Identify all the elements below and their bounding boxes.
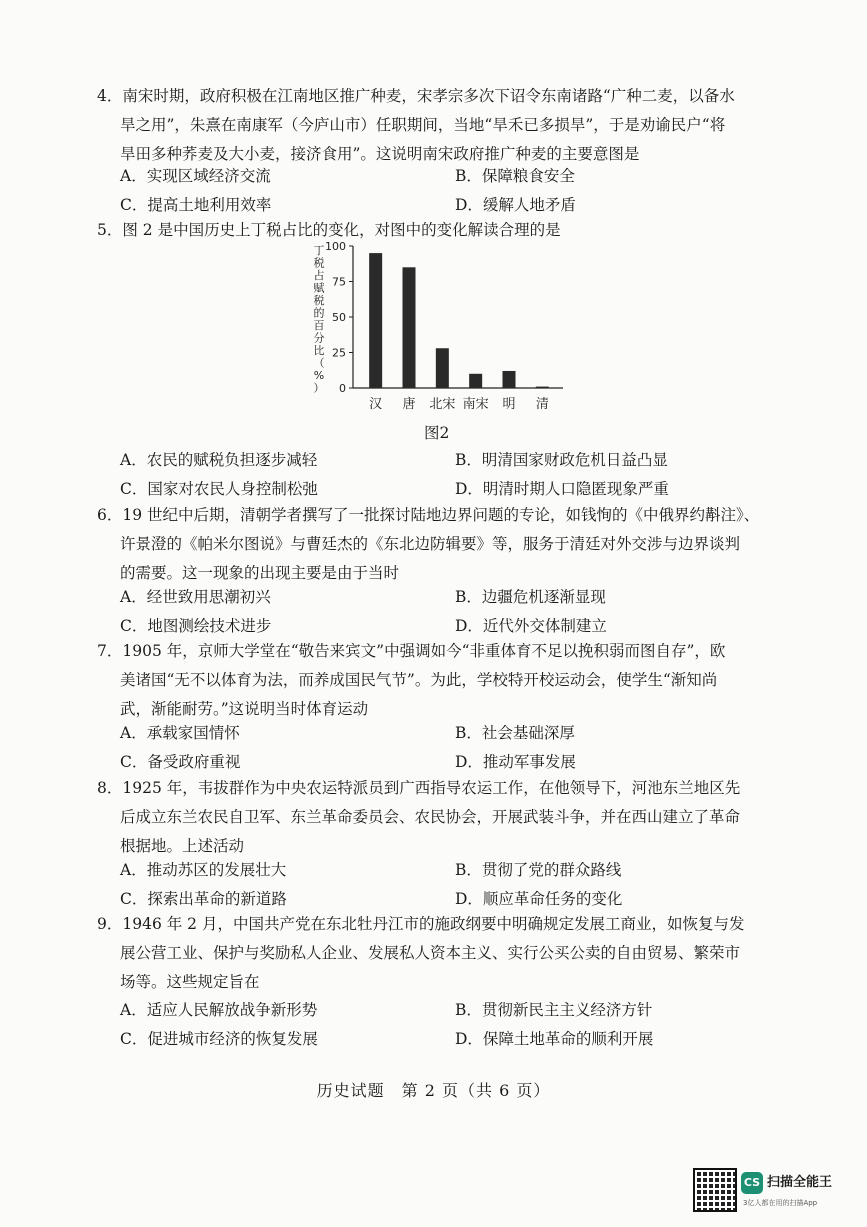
question-9 (97, 910, 787, 997)
q9-option-a[interactable]: A．适应人民解放战争新形势 (120, 1001, 318, 1019)
question-8-line-3: 根据地。上述活动 (120, 837, 245, 855)
question-4-options (120, 162, 780, 220)
y-axis-label-char: 的 (313, 306, 325, 320)
q4-option-c[interactable]: C．提高土地利用效率 (120, 196, 272, 214)
x-tick-label: 南宋 (462, 397, 489, 412)
page-footer: 历史试题 第 2 页（共 6 页） (316, 1081, 551, 1100)
y-axis-label-char: % (313, 369, 325, 382)
q7-option-c[interactable]: C．备受政府重视 (120, 753, 241, 771)
bar (503, 371, 516, 388)
scanner-watermark (693, 1168, 853, 1220)
q4-option-d[interactable]: D．缓解人地矛盾 (455, 196, 576, 214)
camscanner-name: 扫描全能王 (767, 1175, 833, 1190)
y-axis-label-char: （ (313, 356, 325, 370)
q5-option-c[interactable]: C．国家对农民人身控制松弛 (120, 480, 318, 498)
qr-code-icon (693, 1168, 737, 1212)
question-4-line-2: 旱之用”，朱熹在南康军（今庐山市）任职期间，当地“旱禾已多损旱”，于是劝谕民户“将 (120, 116, 726, 134)
question-7-line-3: 武，渐能耐劳。”这说明当时体育运动 (120, 700, 369, 718)
question-6 (97, 501, 787, 588)
question-4-line-1: 4．南宋时期，政府积极在江南地区推广种麦，宋孝宗多次下诏令东南诸路“广种二麦，以备水 (97, 87, 735, 105)
q8-option-a[interactable]: A．推动苏区的发展壮大 (120, 861, 287, 879)
bar (436, 348, 449, 388)
question-7-line-2: 美诸国“无不以体育为法，而养成国民气节”。为此，学校特开校运动会，使学生“渐知尚 (120, 671, 718, 689)
y-axis-label-char: 分 (313, 331, 325, 345)
y-axis-label-char: 税 (313, 256, 325, 270)
y-axis-label-char: 丁 (313, 244, 325, 257)
y-axis-label-char: 赋 (313, 281, 325, 295)
camscanner-tagline: 3亿人都在用的扫描App (743, 1199, 818, 1207)
bar (536, 387, 549, 389)
q5-option-d[interactable]: D．明清时期人口隐匿现象严重 (455, 480, 669, 498)
y-axis-label-char: 百 (313, 319, 325, 332)
question-6-options (120, 583, 780, 641)
question-4-line-3: 旱田多种荞麦及大小麦，接济食用”。这说明南宋政府推广种麦的主要意图是 (120, 145, 640, 163)
q6-option-b[interactable]: B．边疆危机逐渐显现 (455, 588, 606, 606)
y-axis-label-char: 占 (313, 269, 325, 282)
q9-option-d[interactable]: D．保障土地革命的顺利开展 (455, 1030, 654, 1048)
q7-option-b[interactable]: B．社会基础深厚 (455, 724, 575, 742)
q8-option-b[interactable]: B．贯彻了党的群众路线 (455, 861, 622, 879)
x-tick-label: 唐 (402, 397, 416, 412)
q5-option-a[interactable]: A．农民的赋税负担逐步减轻 (120, 451, 318, 469)
bar (369, 253, 382, 388)
q9-option-b[interactable]: B．贯彻新民主主义经济方针 (455, 1001, 653, 1019)
q7-option-d[interactable]: D．推动军事发展 (455, 753, 576, 771)
y-axis-label-char: ） (313, 381, 325, 395)
q4-option-b[interactable]: B．保障粮食安全 (455, 167, 575, 185)
q6-option-a[interactable]: A．经世致用思潮初兴 (120, 588, 271, 606)
question-9-line-1: 9．1946 年 2 月，中国共产党在东北牡丹江市的施政纲要中明确规定发展工商业，如恢复与发 (97, 915, 745, 933)
q9-option-c[interactable]: C．促进城市经济的恢复发展 (120, 1030, 318, 1048)
question-6-line-2: 许景澄的《帕米尔图说》与曹廷杰的《东北边防辑要》等，服务于清廷对外交涉与边界谈判 (120, 535, 741, 553)
y-tick-label: 100 (325, 240, 346, 253)
question-9-line-3: 场等。这些规定旨在 (120, 973, 260, 991)
q5-option-b[interactable]: B．明清国家财政危机日益凸显 (455, 451, 668, 469)
question-4 (97, 82, 787, 169)
question-7-line-1: 7．1905 年，京师大学堂在“敬告来宾文”中强调如今“非重体育不足以挽积弱而图自存”，欧 (97, 642, 726, 660)
y-tick-label: 0 (339, 382, 346, 395)
question-7 (97, 637, 787, 724)
q6-option-d[interactable]: D．近代外交体制建立 (455, 617, 607, 635)
x-tick-label: 明 (502, 397, 516, 412)
question-9-options (120, 996, 780, 1054)
bar (469, 374, 482, 388)
camscanner-logo: CS (741, 1172, 763, 1194)
question-5-options (120, 446, 780, 504)
q8-option-d[interactable]: D．顺应革命任务的变化 (455, 890, 623, 908)
question-6-line-3: 的需要。这一现象的出现主要是由于当时 (120, 564, 400, 582)
x-tick-label: 北宋 (429, 397, 456, 412)
x-tick-label: 清 (535, 397, 549, 412)
question-6-line-1: 6．19 世纪中后期，清朝学者撰写了一批探讨陆地边界问题的专论，如钱恂的《中俄界约斠注》、 (97, 506, 760, 524)
question-8-line-1: 8．1925 年，韦拔群作为中央农运特派员到广西指导农运工作，在他领导下，河池东兰地区先 (97, 779, 741, 797)
tax-ratio-chart (305, 238, 575, 418)
x-tick-label: 汉 (369, 397, 383, 412)
question-8 (97, 774, 787, 861)
q4-option-a[interactable]: A．实现区域经济交流 (120, 167, 271, 185)
y-tick-label: 50 (332, 311, 346, 324)
figure-caption: 图2 (424, 424, 450, 442)
q6-option-c[interactable]: C．地图测绘技术进步 (120, 617, 272, 635)
question-7-options (120, 719, 780, 777)
q8-option-c[interactable]: C．探索出革命的新道路 (120, 890, 287, 908)
y-axis-label-char: 比 (313, 344, 325, 357)
question-5-line-1: 5．图 2 是中国历史上丁税占比的变化，对图中的变化解读合理的是 (97, 221, 561, 239)
question-8-options (120, 856, 780, 914)
y-axis-label-char: 税 (313, 294, 325, 307)
bar (403, 267, 416, 388)
question-9-line-2: 展公营工业、保护与奖励私人企业、发展私人资本主义、实行公买公卖的自由贸易、繁荣市 (120, 944, 741, 962)
q7-option-a[interactable]: A．承载家国情怀 (120, 724, 240, 742)
y-tick-label: 25 (332, 346, 346, 360)
question-8-line-2: 后成立东兰农民自卫军、东兰革命委员会、农民协会，开展武装斗争，并在西山建立了革命 (120, 808, 741, 826)
y-tick-label: 75 (332, 275, 346, 289)
